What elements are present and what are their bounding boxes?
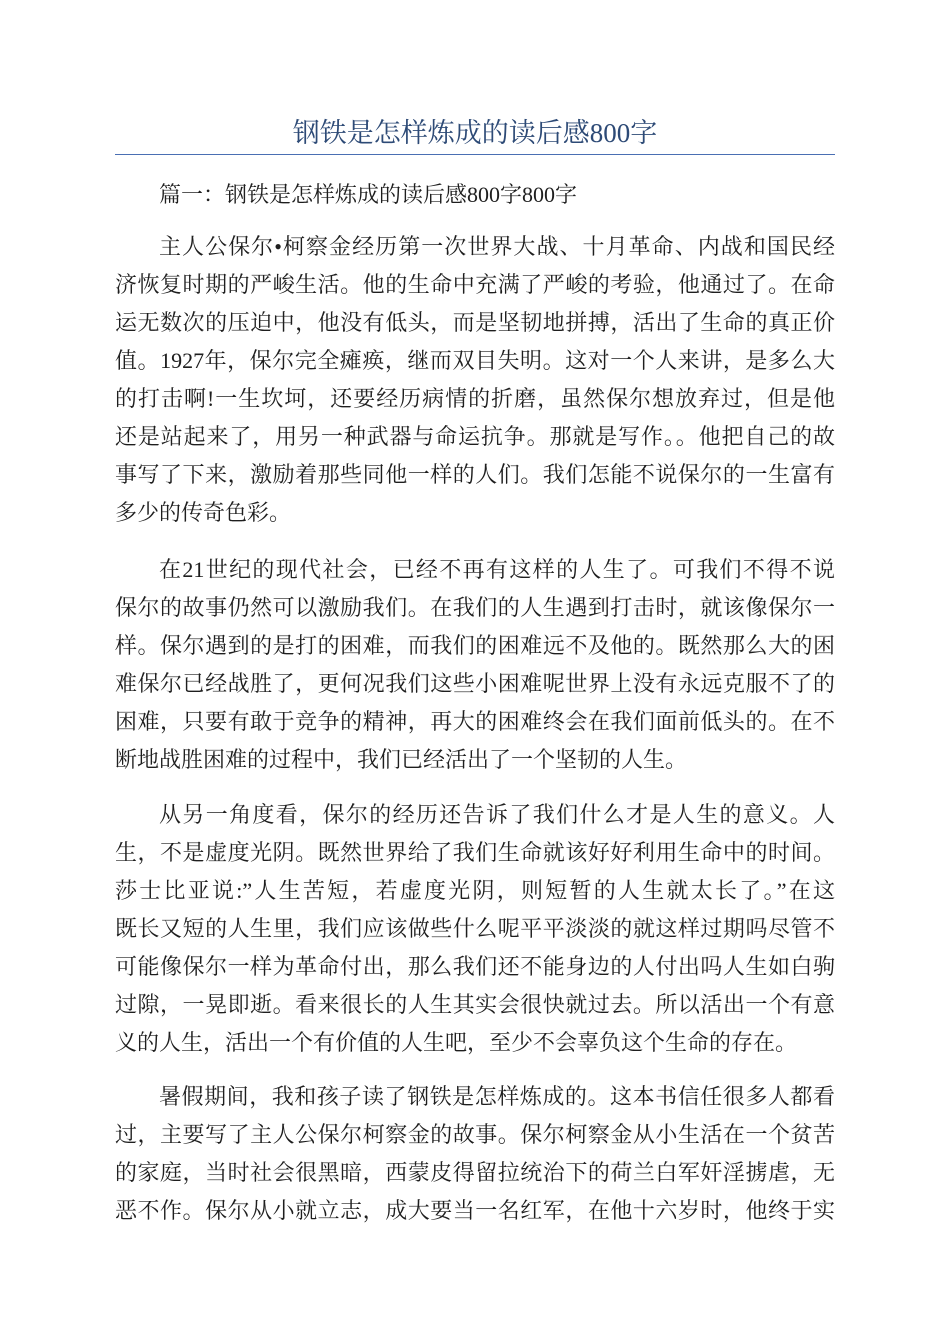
section-heading-text: 篇一：钢铁是怎样炼成的读后感800字800字 (159, 182, 578, 207)
paragraph-line: 运无数次的压迫中，他没有低头，而是坚韧地拼搏，活出了生命的真正价 (115, 310, 835, 335)
title-underline-rule (115, 154, 835, 155)
paragraph-line: 从另一角度看，保尔的经历还告诉了我们什么才是人生的意义。人 (159, 802, 835, 827)
paragraph-2 (115, 551, 835, 779)
paragraph-line: 困难，只要有敢于竞争的精神，再大的困难终会在我们面前低头的。在不 (115, 709, 835, 734)
paragraph-line: 多少的传奇色彩。 (115, 500, 292, 525)
paragraph-4 (115, 1078, 835, 1230)
paragraph-line: 过，主要写了主人公保尔柯察金的故事。保尔柯察金从小生活在一个贫苦 (115, 1122, 835, 1147)
paragraph-line: 既长又短的人生里，我们应该做些什么呢平平淡淡的就这样过期吗尽管不 (115, 916, 835, 941)
paragraph-line: 的打击啊!一生坎坷，还要经历病情的折磨，虽然保尔想放弃过，但是他 (115, 386, 835, 411)
paragraph-line: 的家庭，当时社会很黑暗，西蒙皮得留拉统治下的荷兰白军奸淫掳虐，无 (115, 1160, 835, 1185)
paragraph-line: 可能像保尔一样为革命付出，那么我们还不能身边的人付出吗人生如白驹 (115, 954, 835, 979)
paragraph-3 (115, 796, 835, 1062)
paragraph-line: 保尔的故事仍然可以激励我们。在我们的人生遇到打击时，就该像保尔一 (115, 595, 835, 620)
paragraph-line: 生，不是虚度光阴。既然世界给了我们生命就该好好利用生命中的时间。 (115, 840, 835, 865)
paragraph-line: 样。保尔遇到的是打的困难，而我们的困难远不及他的。既然那么大的困 (115, 633, 835, 658)
paragraph-line: 值。1927年，保尔完全瘫痪，继而双目失明。这对一个人来讲，是多么大 (115, 348, 835, 373)
section-heading (115, 176, 835, 214)
paragraph-line: 暑假期间，我和孩子读了钢铁是怎样炼成的。这本书信任很多人都看 (159, 1084, 835, 1109)
paragraph-line: 事写了下来，激励着那些同他一样的人们。我们怎能不说保尔的一生富有 (115, 462, 835, 487)
paragraph-line: 莎士比亚说:”人生苦短，若虚度光阴，则短暂的人生就太长了。”在这 (115, 878, 835, 903)
paragraph-line: 恶不作。保尔从小就立志，成大要当一名红军，在他十六岁时，他终于实 (115, 1198, 835, 1223)
paragraph-line: 过隙，一晃即逝。看来很长的人生其实会很快就过去。所以活出一个有意 (115, 992, 835, 1017)
paragraph-1 (115, 228, 835, 532)
paragraph-line: 济恢复时期的严峻生活。他的生命中充满了严峻的考验，他通过了。在命 (115, 272, 835, 297)
paragraph-line: 难保尔已经战胜了，更何况我们这些小困难呢世界上没有永远克服不了的 (115, 671, 835, 696)
paragraph-line: 在21世纪的现代社会，已经不再有这样的人生了。可我们不得不说 (159, 557, 835, 582)
paragraph-line: 断地战胜困难的过程中，我们已经活出了一个坚韧的人生。 (115, 747, 688, 772)
paragraph-line: 义的人生，活出一个有价值的人生吧，至少不会辜负这个生命的存在。 (115, 1030, 798, 1055)
paragraph-line: 还是站起来了，用另一种武器与命运抗争。那就是写作。。他把自己的故 (115, 424, 835, 449)
paragraph-line: 主人公保尔•柯察金经历第一次世界大战、十月革命、内战和国民经 (159, 234, 835, 259)
document-title: 钢铁是怎样炼成的读后感800字 (292, 118, 658, 148)
